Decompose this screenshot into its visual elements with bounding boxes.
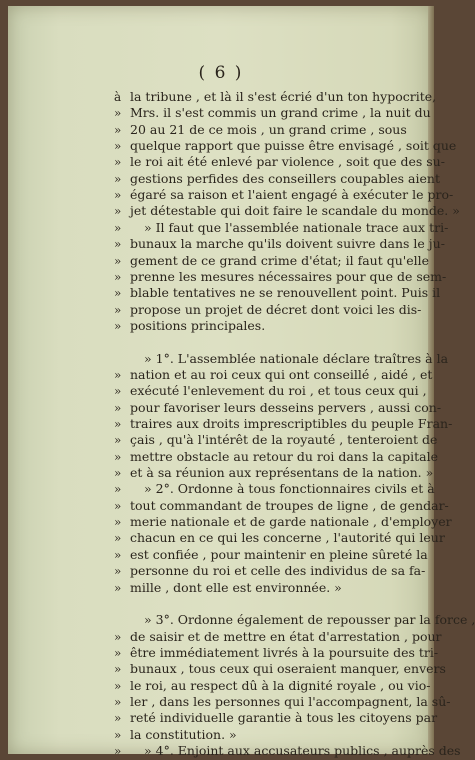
text-line <box>8 170 440 188</box>
quote-mark: » <box>114 417 122 431</box>
quote-mark: » <box>114 302 122 317</box>
quote-mark: » <box>114 237 122 252</box>
page-number: ( 6 ) <box>198 63 244 83</box>
quote-mark: » <box>114 106 122 121</box>
text-line <box>8 399 442 417</box>
text-line <box>8 579 434 597</box>
text-line <box>8 546 434 564</box>
text-line <box>8 448 438 466</box>
text-line <box>8 284 441 302</box>
quote-mark: » <box>114 433 122 448</box>
text-line <box>8 644 439 662</box>
quote-mark: » <box>114 515 122 530</box>
line-text: » 2°. Ordonne à tous fonctionnaires civils et à <box>144 481 435 497</box>
text-line <box>8 628 442 646</box>
text-line <box>8 382 434 400</box>
quote-mark: » <box>114 188 122 203</box>
quote-mark: » <box>114 711 122 726</box>
quote-mark: » <box>114 367 122 382</box>
text-line <box>8 137 457 155</box>
line-text: le roi, au respect dû à la dignité royale , ou vio- <box>130 677 431 693</box>
line-text: bunaux , tous ceux qui oseraient manquer, envers <box>130 661 446 677</box>
text-line <box>8 595 434 613</box>
quote-mark: » <box>114 564 122 579</box>
text-line <box>8 153 445 171</box>
line-text: » 4°. Enjoint aux accusateurs publics , auprès des <box>144 743 461 758</box>
line-text: personne du roi et celle des individus de sa fa- <box>130 563 426 579</box>
text-line <box>8 350 449 368</box>
line-text: çais , qu'à l'intérêt de la royauté , tenteroient de <box>130 432 438 448</box>
line-text: et à sa réunion aux représentans de la nation. » <box>130 465 434 481</box>
text-line <box>8 121 434 139</box>
line-text: gement de ce grand crime d'état; il faut qu'elle <box>130 252 429 268</box>
text-line <box>8 677 434 695</box>
text-line <box>8 252 434 270</box>
text-line <box>8 693 451 711</box>
quote-mark: » <box>114 744 122 758</box>
text-line <box>8 104 434 122</box>
text-line <box>8 186 454 204</box>
line-text: de saisir et de mettre en état d'arrestation , pour <box>130 628 442 644</box>
line-text: gestions perfides des conseillers coupables aient <box>130 170 440 186</box>
quote-mark: » <box>114 466 122 481</box>
text-line <box>8 301 434 319</box>
line-text: » 1°. L'assemblée nationale déclare traîtres à la <box>144 350 449 366</box>
line-text: jet détestable qui doit faire le scandale du monde. » <box>130 203 460 219</box>
line-text: prenne les mesures nécessaires pour que de sem- <box>130 268 447 284</box>
text-line <box>8 317 434 335</box>
line-text: nation et au roi ceux qui ont conseillé , aidé , et <box>130 366 433 382</box>
quote-mark: » <box>114 400 122 415</box>
quote-mark: » <box>114 449 122 464</box>
text-line <box>8 726 434 744</box>
quote-mark: » <box>114 318 122 333</box>
quote-mark: » <box>114 171 122 186</box>
line-text: 20 au 21 de ce mois , un grand crime , sous <box>130 121 407 137</box>
quote-mark: » <box>114 645 122 660</box>
text-line <box>8 88 437 106</box>
line-text: traires aux droits imprescriptibles du peuple Fran- <box>130 416 453 431</box>
quote-mark: » <box>114 580 122 595</box>
quote-mark: » <box>114 122 122 137</box>
line-text: Mrs. il s'est commis un grand crime , la nuit du <box>130 105 431 121</box>
line-text: propose un projet de décret dont voici les dis- <box>130 301 422 317</box>
line-text: mettre obstacle au retour du roi dans la capitale <box>130 448 438 464</box>
quote-mark: » <box>114 286 122 301</box>
quote-mark: » <box>114 155 122 170</box>
text-line <box>8 219 449 237</box>
quote-mark: » <box>114 139 122 154</box>
text-line <box>8 742 461 760</box>
text-line <box>8 562 434 580</box>
quote-mark: » <box>114 531 122 546</box>
text-line <box>8 497 449 515</box>
line-text: chacun en ce qui les concerne , l'autorité qui leur <box>130 530 445 546</box>
line-text: mille , dont elle est environnée. » <box>130 579 342 595</box>
text-line <box>8 202 460 220</box>
quote-mark: » <box>114 498 122 513</box>
line-text: reté individuelle garantie à tous les citoyens par <box>130 710 438 726</box>
text-line <box>8 660 446 678</box>
text-line <box>8 268 447 286</box>
line-text: être immédiatement livrés à la poursuite des tri- <box>130 644 439 660</box>
line-text: est confiée , pour maintenir en pleine sûreté la <box>130 546 428 562</box>
text-line <box>8 513 452 531</box>
quote-mark: » <box>114 662 122 677</box>
line-text: égaré sa raison et l'aient engagé à exécuter le pro- <box>130 187 454 203</box>
line-text: la constitution. » <box>130 726 237 742</box>
text-line <box>8 366 434 384</box>
quote-mark: » <box>114 220 122 235</box>
text-line <box>8 709 438 727</box>
line-text: tout commandant de troupes de ligne , de gendar- <box>130 497 449 513</box>
line-text: ler , dans les personnes qui l'accompagnent, la sû- <box>130 693 451 709</box>
text-line <box>8 480 434 498</box>
line-text: exécuté l'enlevement du roi , et tous ceux qui , <box>130 383 427 399</box>
quote-mark: » <box>114 384 122 399</box>
line-text: bunaux la marche qu'ils doivent suivre dans le ju- <box>130 236 445 252</box>
quote-mark: à <box>114 90 122 104</box>
line-text: » 3°. Ordonne également de repousser par la force , <box>144 612 475 628</box>
text-line <box>8 611 475 629</box>
text-line <box>8 529 445 547</box>
text-line <box>8 333 434 351</box>
text-line <box>8 235 445 253</box>
line-text: quelque rapport que puisse être envisagé , soit que <box>130 138 457 154</box>
line-text: la tribune , et là il s'est écrié d'un ton hypocrite, <box>130 89 437 104</box>
quote-mark: » <box>114 727 122 742</box>
line-text: pour favoriser leurs desseins pervers , aussi con- <box>130 399 442 415</box>
quote-mark: » <box>114 253 122 268</box>
quote-mark: » <box>114 547 122 562</box>
quote-mark: » <box>114 694 122 709</box>
book-page <box>8 6 475 758</box>
line-text: blable tentatives ne se renouvellent point. Puis il <box>130 285 441 301</box>
line-text: » Il faut que l'assemblée nationale trace aux tri- <box>144 219 449 235</box>
text-line <box>8 415 453 433</box>
quote-mark: » <box>114 482 122 497</box>
line-text: positions principales. <box>130 317 266 333</box>
line-text: merie nationale et de garde nationale , d'employer <box>130 514 452 530</box>
quote-mark: » <box>114 204 122 219</box>
line-text: le roi ait été enlevé par violence , soit que des su- <box>130 154 445 170</box>
text-line <box>8 464 434 482</box>
quote-mark: » <box>114 629 122 644</box>
text-line <box>8 431 438 449</box>
quote-mark: » <box>114 678 122 693</box>
quote-mark: » <box>114 269 122 284</box>
